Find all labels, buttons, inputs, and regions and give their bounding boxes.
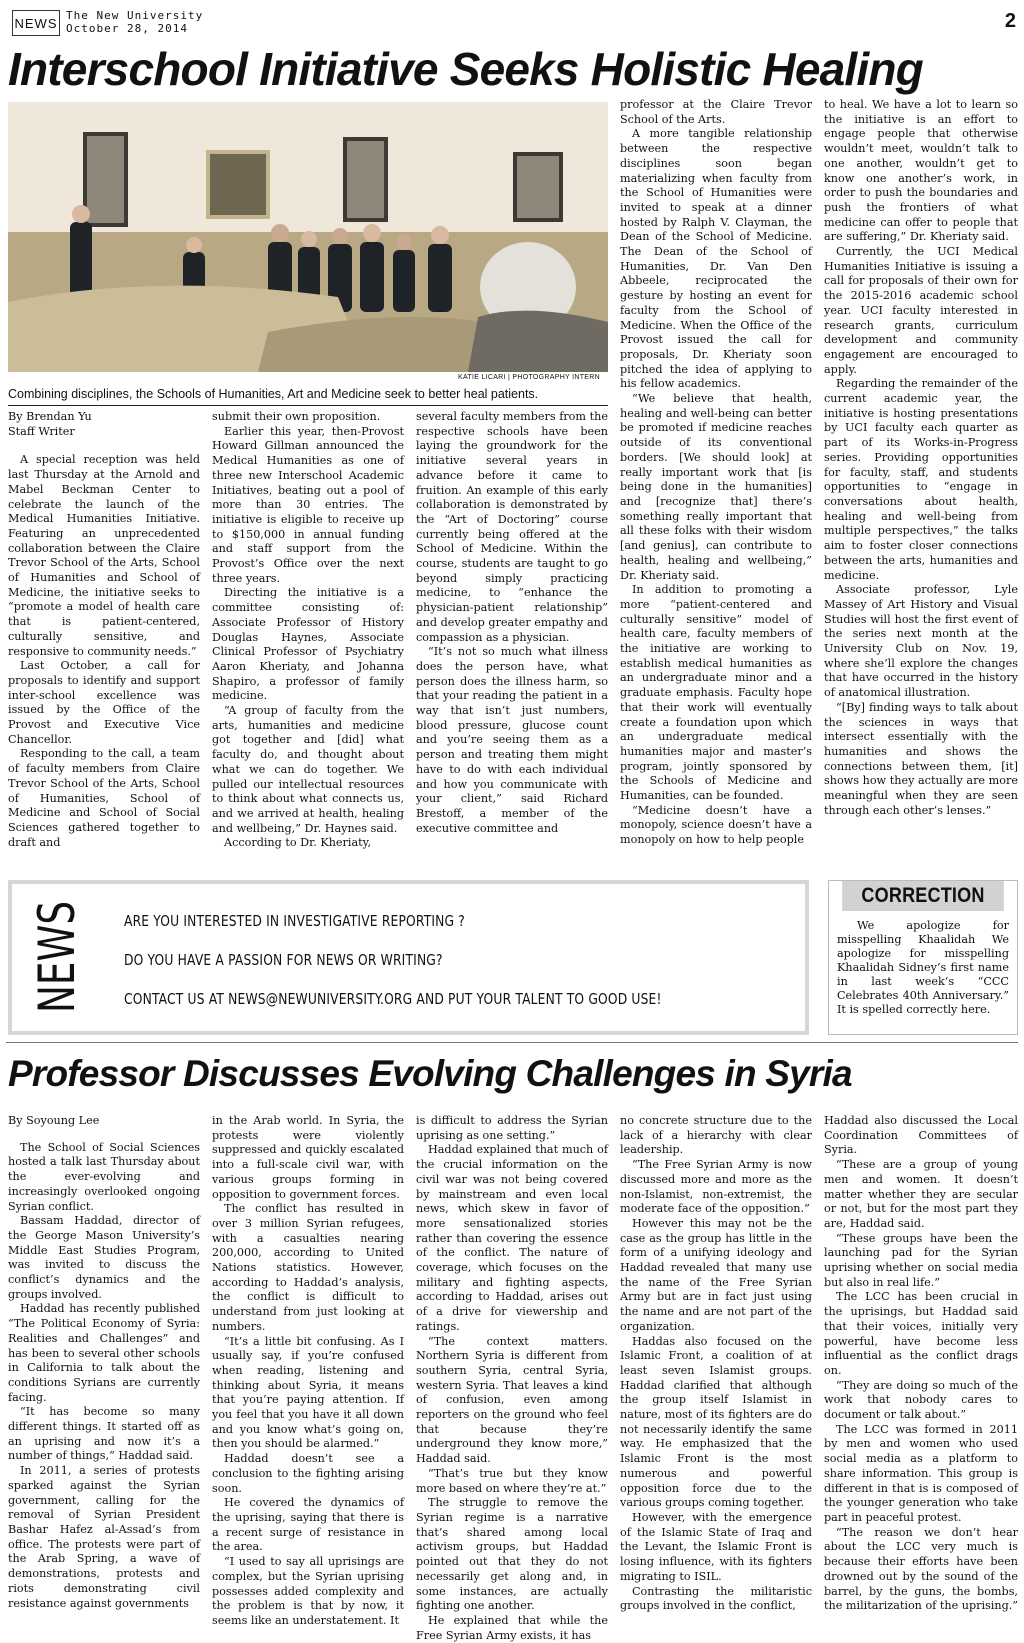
article1-paragraph: In addition to promoting a more “patient-centered and culturally sensitive” model of health care, faculty members of the initiative are working to establish medical humanities as an undergraduate minor and a graduate emphasis. Faculty hope that their work will eventually create a foundation upon which an undergraduate medical humanities major and master’s program, jointly sponsored by the Schools of Medicine and Humanities, can be founded.: [620, 583, 812, 803]
article2-paragraph: He explained that while the Free Syrian Army exists, it has: [416, 1613, 608, 1642]
article1-author-role: Staff Writer: [8, 424, 75, 438]
publication-date: October 28, 2014: [66, 22, 188, 35]
article1-headline: Interschool Initiative Seeks Holistic Healing: [8, 43, 923, 95]
article2-paragraph: “These groups have been the launching pad for the Syrian uprising whether on social media but also in real life.”: [824, 1231, 1018, 1289]
correction-text: We apologize for misspelling Khaalidah We apologize for misspelling Khaalidah Sidney’s first name in last week’s “CCC Celebrates 40th Anniversary.” It is spelled correctly here.: [837, 919, 1009, 1016]
page-number: 2: [1004, 10, 1016, 32]
news-logo-text: NEWS: [28, 862, 86, 1013]
article1-paragraph: A more tangible relationship between the respective disciplines soon began materializing when faculty from the School of Humanities were invited to speak at a dinner hosted by Ralph V. Clayman, the Dean of the School of Medicine. The Dean of the School of Humanities, Dr. Van Den Abbeele, reciprocated the gesture by hosting an event for faculty from the School of Medicine. When the Office of the Provost issued the call for proposals, Dr. Kheriaty soon pitched the idea of applying to his fellow academics.: [620, 127, 812, 391]
article2-paragraph: “These are a group of young men and women. It doesn’t matter whether they are secular or not, but for the most part they are, Haddad said.: [824, 1158, 1018, 1230]
article2-paragraph: “The context matters. Northern Syria is different from southern Syria, central Syria, western Syria. That leaves a kind of confusion, even among reporters on the ground who feel that because they’re underground they know more,” Haddad said.: [416, 1334, 608, 1466]
publication-name: The New University: [66, 9, 204, 22]
article1-paragraph: “Medicine doesn’t have a monopoly, science doesn’t have a monopoly on how to help people: [620, 803, 812, 847]
promo-contact-line[interactable]: CONTACT US AT NEWS@NEWUNIVERSITY.ORG AND PUT YOUR TALENT TO GOOD USE!: [124, 990, 662, 1008]
article1-paragraph: Currently, the UCI Medical Humanities Initiative is issuing a call for proposals of their own for the 2015-2016 academic school year. UCI faculty interested in research grants, curriculum development and community engagement are encouraged to apply.: [824, 245, 1018, 376]
article2-paragraph: He covered the dynamics of the uprising, saying that there is a recent surge of resistance in the area.: [212, 1496, 404, 1554]
article2-paragraph: “It’s a little bit confusing. As I usually say, if you’re confused when reading, listening and thinking about Syria, it means that you’re paying attention. If you feel that you have it all down and you know what’s going on, then you should be alarmed.”: [212, 1334, 404, 1451]
article2-column-5: [824, 1114, 1018, 1634]
article1-paragraph: Regarding the remainder of the current academic year, the initiative is hosting presentations by UCI faculty each quarter as part of its Works-in-Progress series. Providing opportunities for faculty, staff, and students opportunities to “engage in conversations about health, healing and well-being from multiple perspectives,” the talks aim to foster closer connections between the arts, humanities and medicine.: [824, 377, 1018, 582]
article2-paragraph: “They are doing so much of the work that nobody cares to document or talk about.”: [824, 1378, 1018, 1422]
article1-paragraph: Associate professor, Lyle Massey of Art History and Visual Studies will host the first event of the series next month at the University Club on Nov. 19, where she’ll explore the changes that have occurred in the history of anatomical illustration.: [824, 583, 1018, 700]
news-recruitment-box: [8, 862, 809, 1035]
section-tag: NEWS: [12, 10, 60, 36]
article1-byline: By Brendan Yu: [8, 410, 92, 423]
article1-paragraph: A special reception was held last Thursday at the Arnold and Mabel Beckman Center to celebrate the launch of the Medical Humanities Initiative. Featuring an unprecedented collaboration between the Claire Trevor School of the Arts, School of Humanities and School of Medicine, the initiative seeks to “promote a model of health care that is patient-centered, culturally sensitive, and responsive to community needs.”: [8, 453, 200, 658]
article2-paragraph: The struggle to remove the Syrian regime is a narrative that’s shared among local activism groups, but Haddad pointed out that they do not necessarily get along and, in some instances, are actually fighting one another.: [416, 1496, 608, 1613]
article2-paragraph: The conflict has resulted in over 3 million Syrian refugees, with a casualties nearing 200,000, according to United Nations statistics. However, according to Haddad’s analysis, the conflict is difficult to understand from just looking at numbers.: [212, 1202, 404, 1333]
article2-paragraph: The LCC was formed in 2011 by men and women who used social media as a platform to share information. This group is different in that is is composed of the younger generation who take part in peaceful protest.: [824, 1422, 1018, 1524]
article2-column-2: [212, 1114, 404, 1634]
article2-paragraph: Bassam Haddad, director of the George Mason University’s Middle East Studies Program, was invited to discuss the conflict’s dynamics and the groups involved.: [8, 1214, 200, 1301]
section-divider: [6, 1042, 1018, 1043]
article1-column-2: [212, 410, 404, 870]
article1-paragraph: several faculty members from the respective schools have been laying the groundwork for the initiative several years in advance before it came to fruition. An example of this early collaboration is demonstrated by the “Art of Doctoring” course currently being offered at the School of Medicine. Within the course, students are taught to go beyond simply practicing medicine, to “enhance the physician-patient relationship” and develop greater empathy and compassion as a physician.: [416, 410, 608, 644]
article2-paragraph: is difficult to address the Syrian uprising as one setting.”: [416, 1114, 608, 1142]
article1-column-1: [8, 410, 200, 870]
article2-column-4: [620, 1114, 812, 1634]
photo-caption: Combining disciplines, the Schools of Humanities, Art and Medicine seek to better heal patients.: [8, 387, 539, 401]
article1-column-4: [620, 98, 812, 870]
article1-photo: [8, 102, 608, 372]
article1-paragraph: professor at the Claire Trevor School of the Arts.: [620, 98, 812, 126]
article1-paragraph: Last October, a call for proposals to identify and support inter-school excellence was issued by the Office of the Provost and Executive Vice Chancellor.: [8, 659, 200, 746]
article1-paragraph: “It’s not so much what illness does the person have, what person does the illness harm, so that your reading the patient in a way that isn’t just numbers, blood pressure, glucose count and you’re seeing them as a person and treating them might have to do with each individual and how you communicate with your client,” said Richard Brestoff, a member of the executive committee and: [416, 645, 608, 835]
reception-photo-illustration: [8, 102, 608, 372]
correction-box: [828, 880, 1018, 1035]
promo-line-1: ARE YOU INTERESTED IN INVESTIGATIVE REPORTING ?: [124, 912, 466, 930]
article2-headline: Professor Discusses Evolving Challenges in Syria: [8, 1053, 852, 1094]
article2-column-3: [416, 1114, 608, 1642]
article1-paragraph: “We believe that health, healing and well-being can better be promoted if medicine reaches outside of its conventional borders. [We should look] at really important work that [is being done in the humanities] and [recognize that] there’s something really important that all these folks with their wisdom [and genius], can contribute to health, healing and wellbeing,” Dr. Kheriaty said.: [620, 392, 812, 582]
article2-paragraph: Haddad also discussed the Local Coordination Committees of Syria.: [824, 1114, 1018, 1157]
article2-paragraph: “The reason we don’t hear about the LCC very much is because their efforts have been drowned out by the sound of the barrel, by the guns, the bombs, the militarization of the uprising.”: [824, 1525, 1019, 1613]
article2-paragraph: in the Arab world. In Syria, the protests were violently suppressed and quickly escalated into a full-scale civil war, with various groups forming in opposition to government forces.: [212, 1114, 404, 1201]
correction-body: [837, 919, 1009, 1017]
article2-paragraph: Haddad has recently published “The Political Economy of Syria: Realities and Challenges” and has been to several other schools in California to talk about the conditions Syrians are currently facing.: [8, 1302, 200, 1404]
article1-paragraph: to heal. We have a lot to learn so the initiative is an effort to engage people that otherwise wouldn’t meet, wouldn’t talk to one another, wouldn’t get to know one another’s work, in order to push the boundaries and push the frontiers of what medicine can offer to people that are suffering,” Dr. Kheriaty said.: [824, 98, 1018, 244]
article2-paragraph: Haddad doesn’t see a conclusion to the fighting arising soon.: [212, 1452, 404, 1495]
article1-paragraph: Earlier this year, then-Provost Howard Gillman announced the Medical Humanities as one of three new Interschool Academic Initiatives, beating out a pool of more than 30 entries. The initiative is eligible to receive up to $150,000 in annual funding and staff support from the Provost’s Office over the next three years.: [212, 424, 404, 585]
article1-column-5: [824, 98, 1018, 870]
article2-paragraph: The LCC has been crucial in the uprisings, but Haddad said that their voices, initially very powerful, have become less influential as the conflict drags on.: [824, 1290, 1018, 1377]
news-vertical-logo: [28, 862, 86, 1016]
article2-paragraph: However this may not be the case as the group has little in the form of a unifying ideology and Haddad revealed that many use the name of the Free Syrian Army but are in fact just using the name and are not part of the organization.: [620, 1216, 812, 1333]
article1-paragraph: According to Dr. Kheriaty,: [224, 836, 372, 850]
article2-paragraph: Haddad explained that much of the crucial information on the civil war was not being covered by mainstream and even local news, which skew in favor of more sensationalized stories rather than covering the essence of the conflict. The nature of coverage, which focuses on the military and fighting aspects, according to Haddad, arises out of a drive for viewership and ratings.: [416, 1143, 608, 1333]
article1-paragraph: submit their own proposition.: [212, 410, 381, 423]
article2-paragraph: Contrasting the militaristic groups involved in the conflict,: [620, 1584, 812, 1613]
article2-paragraph: “That’s true but they know more based on where they’re at.”: [416, 1466, 608, 1495]
article2-byline: By Soyoung Lee: [8, 1114, 100, 1127]
article2-paragraph: However, with the emergence of the Islamic State of Iraq and the Levant, the Islamic Front is losing influence, with its fighters migrating to ISIL.: [620, 1510, 812, 1583]
article2-paragraph: In 2011, a series of protests sparked against the Syrian government, calling for the removal of Syrian President Bashar Hafez al-Assad’s from office. The protests were part of the Arab Spring, a wave of demonstrations, protests and riots demonstrating civil resistance against governments: [8, 1464, 200, 1610]
article2-column-1: [8, 1114, 200, 1634]
promo-line-2: DO YOU HAVE A PASSION FOR NEWS OR WRITING?: [124, 951, 443, 969]
article2-paragraph: “The Free Syrian Army is now discussed more and more as the non-Islamist, non-extremist, the moderate face of the opposition.”: [620, 1158, 812, 1216]
article1-paragraph: “A group of faculty from the arts, humanities and medicine got together and [did] what faculty do, and thought about what we can do together. We pulled our intellectual resources to think about what connects us, and we arrived at health, healing and wellbeing,” Dr. Haynes said.: [212, 704, 404, 835]
masthead: [6, 6, 1018, 36]
correction-title: CORRECTION: [842, 881, 1004, 911]
caption-divider: [8, 405, 608, 406]
article1-paragraph: “[By] finding ways to talk about the sciences in ways that intersect essentially with the humanities and shows the connections between them, [it] shows how they actually are more meaningful when they are seen through each other’s lenses.”: [824, 700, 1018, 817]
article2-paragraph: no concrete structure due to the lack of a hierarchy with clear leadership.: [620, 1114, 812, 1157]
publication-info: [66, 9, 203, 35]
article2-paragraph: Haddas also focused on the Islamic Front, a coalition of at least seven Islamist groups. Haddad clarified that although the group itself Islamist in nature, most of its fighters are do not necessarily identify the same way. He emphasized that the Islamic Front is the most numerous and powerful opposition force due to the various groups coming together.: [620, 1334, 812, 1510]
article2-paragraph: The School of Social Sciences hosted a talk last Thursday about the ever-evolving and increasingly overlooked ongoing Syrian conflict.: [8, 1140, 200, 1213]
photo-credit: KATIE LICARI | PHOTOGRAPHY INTERN: [457, 374, 600, 381]
article1-paragraph: Responding to the call, a team of faculty members from Claire Trevor School of the Arts, School of Humanities, School of Medicine and School of Social Sciences gathered together to draft and: [8, 747, 200, 849]
article2-paragraph: “I used to say all uprisings are complex, but the Syrian uprising possesses added complexity and the problem is that by now, it seems like an understatement. It: [212, 1555, 404, 1627]
article1-paragraph: Directing the initiative is a committee consisting of: Associate Professor of History Douglas Haynes, Associate Clinical Professor of Psychiatry Aaron Kheriaty, and Johanna Shapiro, a professor of family medicine.: [212, 586, 404, 703]
article1-column-3: [416, 410, 608, 870]
article2-paragraph: “It has become so many different things. It started off as an uprising and now it’s a number of things,” Haddad said.: [8, 1405, 200, 1463]
